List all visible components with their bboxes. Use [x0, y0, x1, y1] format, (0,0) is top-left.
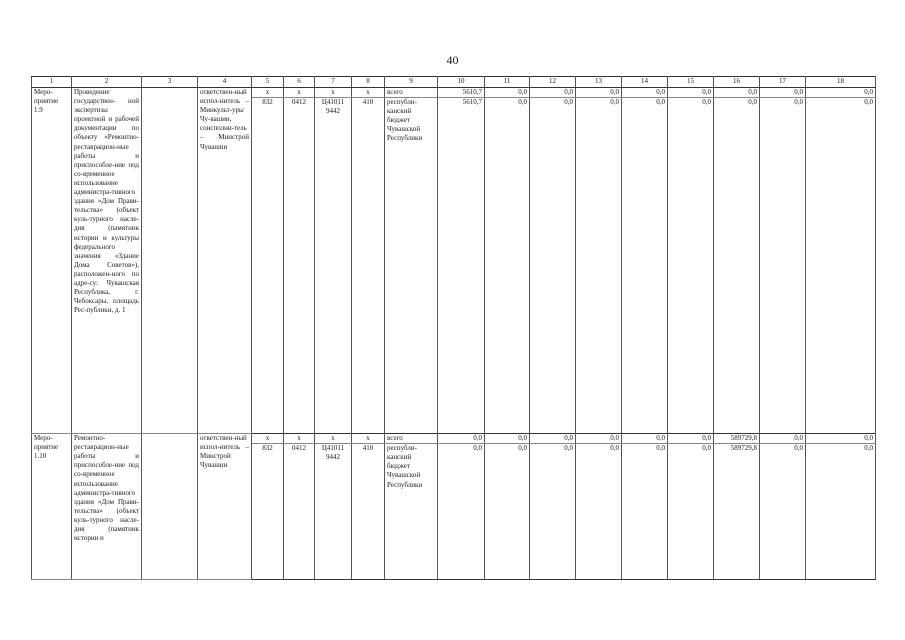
cell: x [252, 434, 284, 444]
cell: 0,0 [576, 98, 622, 434]
column-header-15: 15 [668, 77, 714, 88]
cell: 0,0 [485, 98, 530, 434]
column-header-9: 9 [385, 77, 438, 88]
measure-code: Меро- приятие 1.9 [32, 88, 72, 434]
cell: 0,0 [576, 88, 622, 98]
cell: всего [385, 88, 438, 98]
column-header-17: 17 [760, 77, 806, 88]
cell: 0,0 [668, 98, 714, 434]
program-table [31, 76, 876, 580]
cell: республи-канский бюджет Чувашской Республики [385, 444, 438, 580]
table-row [32, 434, 876, 444]
cell: 0,0 [714, 88, 760, 98]
cell: 589729,8 [714, 444, 760, 580]
cell: 5610,7 [438, 98, 485, 434]
column-header-7: 7 [315, 77, 352, 88]
cell: x [352, 88, 385, 98]
column-header-16: 16 [714, 77, 760, 88]
cell: x [284, 434, 315, 444]
cell: 832 [252, 98, 284, 434]
cell: x [352, 434, 385, 444]
cell: 0,0 [576, 434, 622, 444]
cell: 0,0 [576, 444, 622, 580]
cell: 0,0 [622, 98, 668, 434]
cell: 5610,7 [438, 88, 485, 98]
cell: 0,0 [668, 88, 714, 98]
cell: x [284, 88, 315, 98]
cell: 0412 [284, 98, 315, 434]
empty-cell [142, 88, 198, 434]
column-header-4: 4 [198, 77, 252, 88]
cell: 410 [352, 98, 385, 434]
executor: ответствен-ный испол-нитель – Минстрой Чувашии [198, 434, 252, 580]
measure-code: Меро- приятие 1.10 [32, 434, 72, 580]
cell: 0,0 [438, 434, 485, 444]
column-header-12: 12 [530, 77, 576, 88]
cell: 0,0 [530, 98, 576, 434]
cell: 0,0 [760, 88, 806, 98]
column-header-8: 8 [352, 77, 385, 88]
column-header-5: 5 [252, 77, 284, 88]
cell: 0,0 [485, 88, 530, 98]
cell: 0,0 [668, 444, 714, 580]
cell: 832 [252, 444, 284, 580]
executor: ответствен-ный испол-нитель – Минкульт-уры Чу-вашии, соисполни-тель – Минстрой Чувашии [198, 88, 252, 434]
column-header-10: 10 [438, 77, 485, 88]
cell: 0,0 [668, 434, 714, 444]
cell: 0,0 [806, 434, 876, 444]
cell: 410 [352, 444, 385, 580]
cell: 0,0 [714, 98, 760, 434]
column-header-3: 3 [142, 77, 198, 88]
cell: 0,0 [485, 434, 530, 444]
measure-description: Проведение государствен- ной экспертизы проектной и рабочей документации по объекту «Ремонтно-реставрацион-ные работы и приспособле-ние под со-временное использование администра-тивного здания «Дом Прави-тельства» (объект куль-турного насле-дия (памятник истории и культуры федерального значения «Здание Дома Советов»), расположен-ного по адре-су: Чувашская Республика, г. Чебоксары, площадь Рес-публики, д. 1 [72, 88, 142, 434]
cell: 0,0 [760, 434, 806, 444]
cell: 0,0 [622, 434, 668, 444]
column-header-2: 2 [72, 77, 142, 88]
cell: 0,0 [760, 444, 806, 580]
cell: 0412 [284, 444, 315, 580]
cell: 0,0 [530, 88, 576, 98]
cell: 0,0 [438, 444, 485, 580]
cell: 0,0 [806, 88, 876, 98]
column-header-14: 14 [622, 77, 668, 88]
cell: 0,0 [760, 98, 806, 434]
empty-cell [142, 434, 198, 580]
measure-description: Ремонтно-реставрацион-ные работы и приспособле-ние под со-временное использование администра-тивного здания «Дом Прави-тельства» (объект куль-турного насле-дия (памятник истории и [72, 434, 142, 580]
column-header-6: 6 [284, 77, 315, 88]
cell: 0,0 [530, 444, 576, 580]
cell: 0,0 [530, 434, 576, 444]
cell: 0,0 [622, 88, 668, 98]
column-header-11: 11 [485, 77, 530, 88]
cell: 0,0 [622, 444, 668, 580]
column-header-1: 1 [32, 77, 72, 88]
cell: республи-канский бюджет Чувашской Республики [385, 98, 438, 434]
column-header-13: 13 [576, 77, 622, 88]
cell: x [252, 88, 284, 98]
cell: 0,0 [806, 444, 876, 580]
cell: x [315, 88, 352, 98]
cell: 0,0 [485, 444, 530, 580]
cell: 0,0 [806, 98, 876, 434]
table-row [32, 88, 876, 98]
cell: Ц41011 9442 [315, 444, 352, 580]
header-row [32, 77, 876, 88]
cell: всего [385, 434, 438, 444]
cell: Ц41011 9442 [315, 98, 352, 434]
page-number: 40 [446, 53, 459, 67]
cell: 589729,8 [714, 434, 760, 444]
cell: x [315, 434, 352, 444]
column-header-18: 18 [806, 77, 876, 88]
